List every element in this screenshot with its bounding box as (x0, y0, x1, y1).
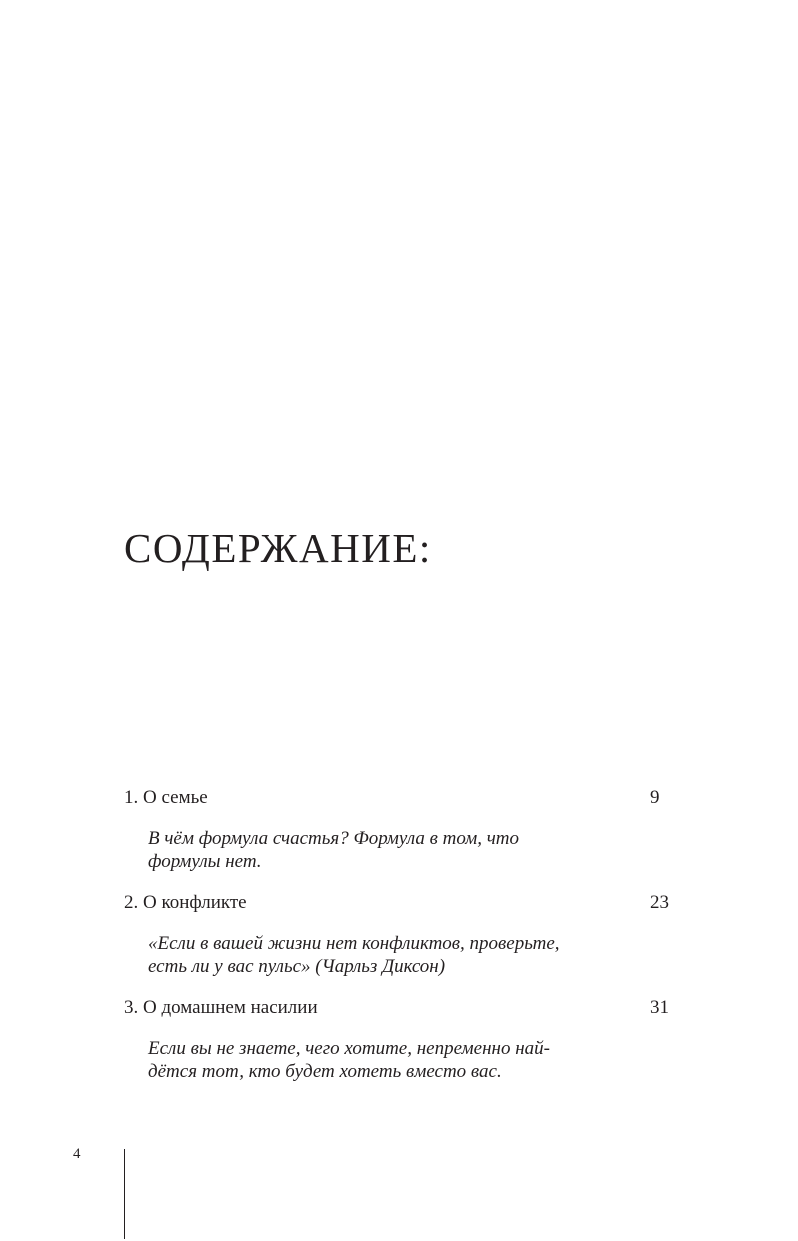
toc-page-number: 31 (650, 997, 669, 1018)
toc-epigraph (148, 932, 608, 978)
toc-entry (124, 786, 684, 873)
toc-epigraph-line: дётся тот, кто будет хотеть вместо вас. (148, 1061, 502, 1082)
table-of-contents (124, 786, 684, 1083)
toc-row (124, 996, 684, 1019)
toc-row (124, 786, 684, 809)
toc-chapter-title: 3. О домашнем насилии (124, 997, 318, 1018)
toc-page-number: 23 (650, 892, 669, 913)
toc-page-number: 9 (650, 787, 660, 808)
toc-epigraph-line: «Если в вашей жизни нет конфликтов, проверьте, (148, 933, 560, 954)
toc-epigraph-line: есть ли у вас пульс» (Чарльз Диксон) (148, 956, 446, 977)
margin-rule (124, 1149, 125, 1239)
toc-epigraph-line: формулы нет. (148, 851, 262, 872)
toc-epigraph-line: В чём формула счастья? Формула в том, что (148, 828, 520, 849)
toc-entry (124, 891, 684, 978)
toc-chapter-title: 1. О семье (124, 787, 208, 808)
page-title: СОДЕРЖАНИЕ: (124, 525, 432, 571)
toc-epigraph (148, 1037, 608, 1083)
toc-entry (124, 996, 684, 1083)
toc-epigraph-line: Если вы не знаете, чего хотите, непременно най- (148, 1038, 550, 1059)
toc-chapter-title: 2. О конфликте (124, 892, 247, 913)
toc-row (124, 891, 684, 914)
toc-epigraph (148, 827, 608, 873)
page-number: 4 (73, 1146, 81, 1162)
